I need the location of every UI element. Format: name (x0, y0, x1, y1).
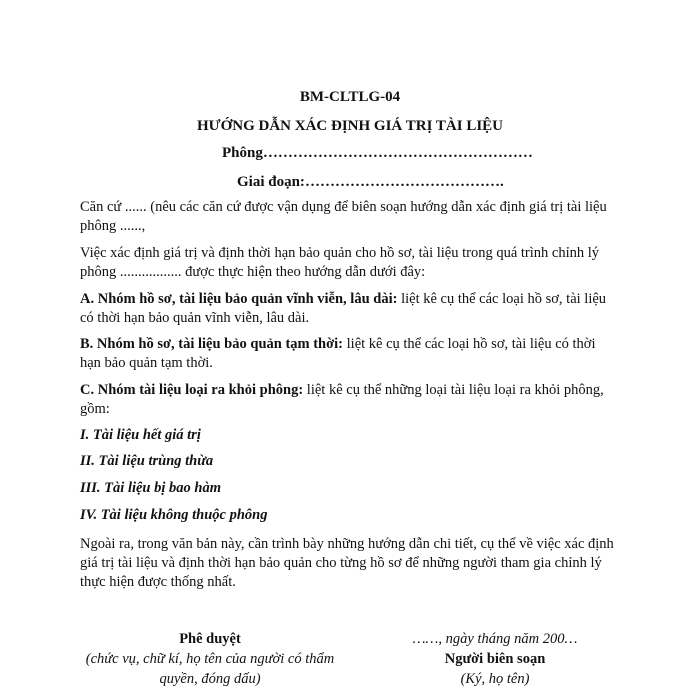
section-b-text: liệt kê cụ thể các loại hồ sơ, tài liệu có thời hạn bảo quản tạm thời. (80, 336, 596, 371)
approval-note: (chức vụ, chữ kí, họ tên của người có thẩm quyền, đóng dấu) (85, 651, 335, 687)
form-code: BM-CLTLG-04 (299, 89, 401, 105)
paragraph-intro: Việc xác định giá trị và định thời hạn bảo quản cho hồ sơ, tài liệu trong quá trình chỉnh lý phông ................. được thực hiện theo hướng dẫn dưới đây: (80, 245, 600, 280)
subsection-4: IV. Tài liệu không thuộc phông (80, 507, 268, 523)
section-c-heading: C. Nhóm tài liệu loại ra khỏi phông: (80, 382, 304, 398)
paragraph-basis: Căn cứ ...... (nêu các căn cứ được vận dụng để biên soạn hướng dẫn xác định giá trị tài liệu phông ......, (80, 199, 607, 234)
author-block (370, 629, 620, 689)
subsection-2: II. Tài liệu trùng thừa (80, 453, 214, 469)
subsection-1: I. Tài liệu hết giá trị (80, 427, 201, 443)
section-c-text: liệt kê cụ thể những loại tài liệu loại ra khỏi phông, gồm: (80, 382, 604, 417)
phong-line (222, 145, 533, 162)
giaidoan-line (237, 174, 504, 191)
subsection-3: III. Tài liệu bị bao hàm (80, 480, 221, 496)
author-title: Người biên soạn (444, 651, 546, 667)
paragraph-closing: Ngoài ra, trong văn bản này, cần trình bày những hướng dẫn chi tiết, cụ thể về việc xác định giá trị tài liệu và định thời hạn bảo quản cho từng hồ sơ để những người tham gia chỉnh lý thực hiện được thống nhất. (80, 536, 614, 590)
section-b-heading: B. Nhóm hồ sơ, tài liệu bảo quản tạm thời: (80, 336, 344, 352)
approval-block (80, 629, 340, 689)
section-a-text: liệt kê cụ thể các loại hồ sơ, tài liệu có thời hạn bảo quản vĩnh viễn, lâu dài. (80, 291, 607, 326)
phong-label: Phông (222, 145, 263, 161)
giaidoan-dots: …………………………………. (304, 174, 504, 190)
approval-title: Phê duyệt (179, 631, 241, 647)
document-title: HƯỚNG DẪN XÁC ĐỊNH GIÁ TRỊ TÀI LIỆU (196, 118, 503, 134)
section-b (80, 335, 620, 373)
section-c (80, 381, 620, 419)
author-note: (Ký, họ tên) (460, 671, 530, 687)
date-line: ……, ngày tháng năm 200… (412, 631, 578, 647)
giaidoan-label: Giai đoạn: (237, 174, 305, 190)
section-a (80, 290, 620, 328)
section-a-heading: A. Nhóm hồ sơ, tài liệu bảo quản vĩnh viễn, lâu dài: (80, 291, 398, 307)
phong-dots: ……………………………………………… (262, 145, 533, 161)
